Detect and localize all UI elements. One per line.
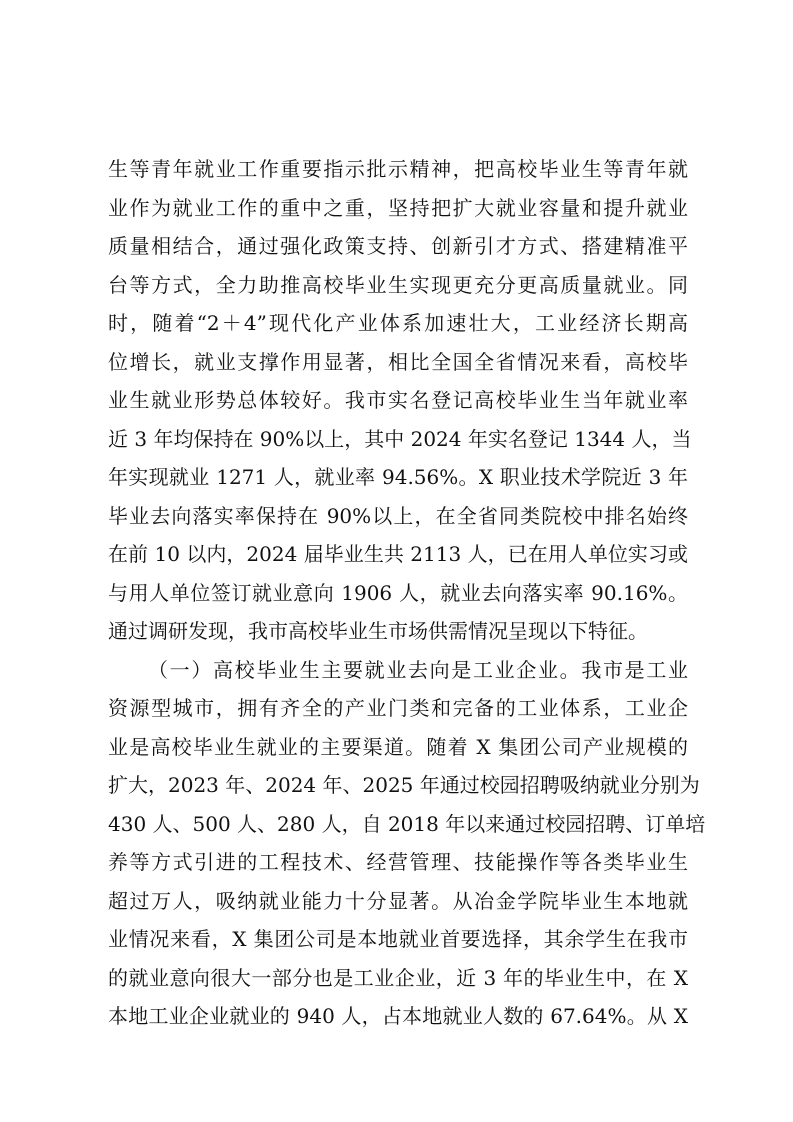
text-line: 超过万人，吸纳就业能力十分显著。从冶金学院毕业生本地就 <box>108 888 688 913</box>
text-line: 台等方式，全力助推高校毕业生实现更充分更高质量就业。同 <box>108 272 688 297</box>
text-line: 业生就业形势总体较好。我市实名登记高校毕业生当年就业率 <box>108 388 688 412</box>
text-line: 通过调研发现，我市高校毕业生市场供需情况呈现以下特征。 <box>108 619 648 643</box>
section-heading-line: （一）高校毕业生主要就业去向是工业企业。我市是工业 <box>148 657 688 682</box>
text-line: 本地工业企业就业的 940 人，占本地就业人数的 67.64%。从 X <box>108 1004 688 1028</box>
text-line: 位增长，就业支撑作用显著，相比全国全省情况来看，高校毕 <box>108 349 688 374</box>
text-line: 近 3 年均保持在 90%以上，其中 2024 年实名登记 1344 人，当 <box>108 426 692 451</box>
text-line: 时，随着“2＋4”现代化产业体系加速壮大，工业经济长期高 <box>108 311 688 335</box>
text-line: 业作为就业工作的重中之重，坚持把扩大就业容量和提升就业 <box>108 195 688 220</box>
text-line: 毕业去向落实率保持在 90%以上，在全省同类院校中排名始终 <box>108 503 688 528</box>
text-line: 资源型城市，拥有齐全的产业门类和完备的工业体系，工业企 <box>108 696 688 720</box>
text-line: 养等方式引进的工程技术、经营管理、技能操作等各类毕业生 <box>108 850 688 874</box>
text-line: 430 人、500 人、280 人，自 2018 年以来通过校园招聘、订单培 <box>108 811 706 836</box>
text-line: 年实现就业 1271 人，就业率 94.56%。X 职业技术学院近 3 年 <box>108 465 688 489</box>
document-body <box>108 150 706 1036</box>
text-line: 的就业意向很大一部分也是工业企业，近 3 年的毕业生中，在 X <box>108 965 688 990</box>
text-line: 业情况来看，X 集团公司是本地就业首要选择，其余学生在我市 <box>108 927 688 951</box>
text-line: 业是高校毕业生就业的主要渠道。随着 X 集团公司产业规模的 <box>108 734 688 759</box>
text-line: 与用人单位签订就业意向 1906 人，就业去向落实率 90.16%。 <box>108 580 688 605</box>
text-line: 质量相结合，通过强化政策支持、创新引才方式、搭建精准平 <box>108 234 688 258</box>
text-line: 扩大，2023 年、2024 年、2025 年通过校园招聘吸纳就业分别为 <box>108 773 700 797</box>
text-line: 在前 10 以内，2024 届毕业生共 2113 人，已在用人单位实习或 <box>108 542 688 566</box>
text-line: 生等青年就业工作重要指示批示精神，把高校毕业生等青年就 <box>108 157 688 181</box>
